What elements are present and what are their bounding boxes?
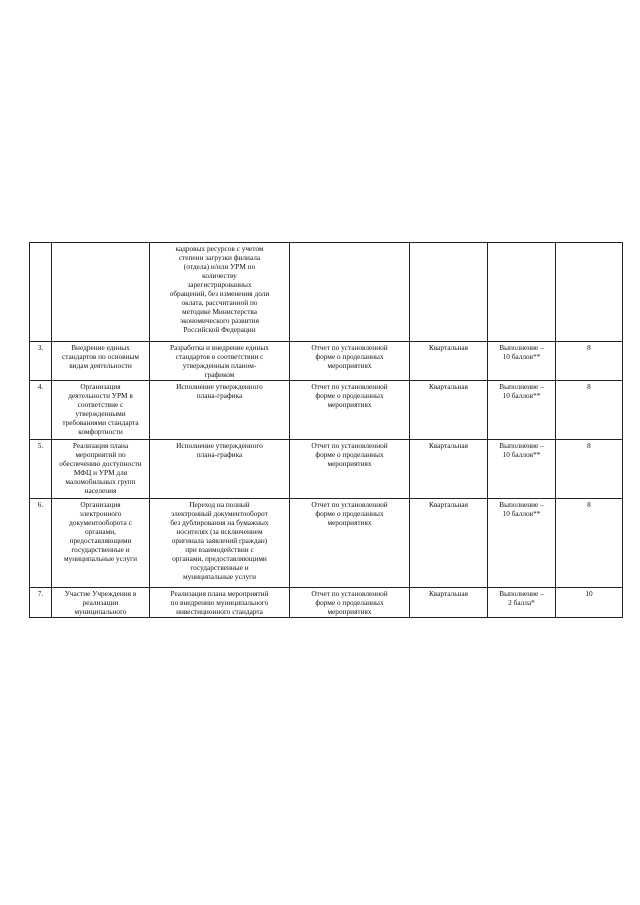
period-text: Квартальная <box>428 343 469 352</box>
content-cell <box>150 588 290 618</box>
direction-cell <box>52 342 150 381</box>
criterion-text: Выполнение – 10 баллов** <box>499 382 544 400</box>
row-number-cell <box>30 440 52 499</box>
table-row <box>30 243 623 342</box>
criterion-text: Выполнение – 10 баллов** <box>499 343 544 361</box>
report-text: Отчет по установленной форме о проделанных мероприятиях <box>311 382 388 409</box>
table-row <box>30 440 623 499</box>
content-text: Разработка и внедрение единых стандартов в соответствии с утвержденным планом- графиком <box>170 343 269 379</box>
content-text: кадровых ресурсов с учетом степени загрузки филиала (отдела) и/или УРМ по количеству зарегистрированных обращений, без изменения доли оклата, рассчитанной по методике Министерства экономического развития Российской Федерации <box>169 244 270 334</box>
row-number-cell <box>30 588 52 618</box>
period-cell <box>410 381 488 440</box>
report-text: Отчет по установленной форме о проделанных мероприятиях <box>311 343 388 370</box>
period-cell <box>410 342 488 381</box>
row-number: 4. <box>37 382 44 391</box>
score-text: 8 <box>587 382 591 391</box>
table-row <box>30 381 623 440</box>
period-cell <box>410 499 488 588</box>
report-cell <box>290 243 410 342</box>
content-text: Исполнение утвержденного плана-графика <box>176 441 263 459</box>
score-text: 8 <box>587 441 591 450</box>
criterion-cell <box>488 588 556 618</box>
direction-text: Организация деятельности УРМ в соответствие с утвержденными требованиями стандарта комфортности <box>62 382 139 436</box>
criterion-cell <box>488 342 556 381</box>
period-text: Квартальная <box>428 441 469 450</box>
score-text: 10 <box>585 589 593 598</box>
period-cell <box>410 243 488 342</box>
content-cell <box>150 381 290 440</box>
score-cell <box>556 342 623 381</box>
report-text: Отчет по установленной форме о проделанных мероприятиях <box>311 589 388 616</box>
content-cell <box>150 243 290 342</box>
period-text: Квартальная <box>428 500 469 509</box>
content-text: Исполнение утвержденного плана-графика <box>176 382 263 400</box>
row-number: 6. <box>37 500 44 509</box>
direction-cell <box>52 243 150 342</box>
row-number: 5. <box>37 441 44 450</box>
direction-cell <box>52 381 150 440</box>
direction-text: Внедрение единых стандартов по основным видам деятельности <box>61 343 140 370</box>
content-text: Переход на полный электронный документооборот без дублирования на бумажных носителях (за исключением оригинала заявлений граждан) при взаимодействии с органами, предоставляющими государственные и муниципальные услуги <box>170 500 269 581</box>
table-row <box>30 588 623 618</box>
row-number: 3. <box>37 343 44 352</box>
row-number: 7. <box>37 589 44 598</box>
row-number-cell <box>30 381 52 440</box>
score-cell <box>556 499 623 588</box>
score-text: 8 <box>587 343 591 352</box>
row-number-cell <box>30 342 52 381</box>
direction-cell <box>52 499 150 588</box>
content-cell <box>150 440 290 499</box>
report-cell <box>290 440 410 499</box>
direction-cell <box>52 588 150 618</box>
criterion-text: Выполнение – 10 баллов** <box>499 500 544 518</box>
report-text: Отчет по установленной форме о проделанных мероприятиях <box>311 500 388 527</box>
criterion-cell <box>488 499 556 588</box>
direction-text: Организация электронного документооборота с органами, предоставляющими государственные и муниципальные услуги <box>63 500 137 563</box>
report-cell <box>290 499 410 588</box>
criterion-text: Выполнение – 10 баллов** <box>499 441 544 459</box>
criterion-cell <box>488 440 556 499</box>
table-row <box>30 342 623 381</box>
report-cell <box>290 381 410 440</box>
content-cell <box>150 342 290 381</box>
kpi-table <box>29 242 623 618</box>
table-row <box>30 499 623 588</box>
period-cell <box>410 440 488 499</box>
direction-text: Реализация плана мероприятий по обеспечению доступности МФЦ и УРМ для маломобильных групп населения <box>59 441 142 495</box>
criterion-text: Выполнение – 2 балла* <box>499 589 544 607</box>
period-cell <box>410 588 488 618</box>
row-number-cell <box>30 499 52 588</box>
report-text: Отчет по установленной форме о проделанных мероприятиях <box>311 441 388 468</box>
report-cell <box>290 342 410 381</box>
score-cell <box>556 243 623 342</box>
score-cell <box>556 588 623 618</box>
score-cell <box>556 381 623 440</box>
content-cell <box>150 499 290 588</box>
direction-text: Участие Учреждения в реализации муниципального <box>64 589 137 616</box>
row-number-cell <box>30 243 52 342</box>
report-cell <box>290 588 410 618</box>
period-text: Квартальная <box>428 589 469 598</box>
criterion-cell <box>488 381 556 440</box>
period-text: Квартальная <box>428 382 469 391</box>
criterion-cell <box>488 243 556 342</box>
content-text: Реализация плана мероприятий по внедрению муниципального инвестиционного стандарта <box>170 589 269 616</box>
direction-cell <box>52 440 150 499</box>
score-text: 8 <box>587 500 591 509</box>
score-cell <box>556 440 623 499</box>
